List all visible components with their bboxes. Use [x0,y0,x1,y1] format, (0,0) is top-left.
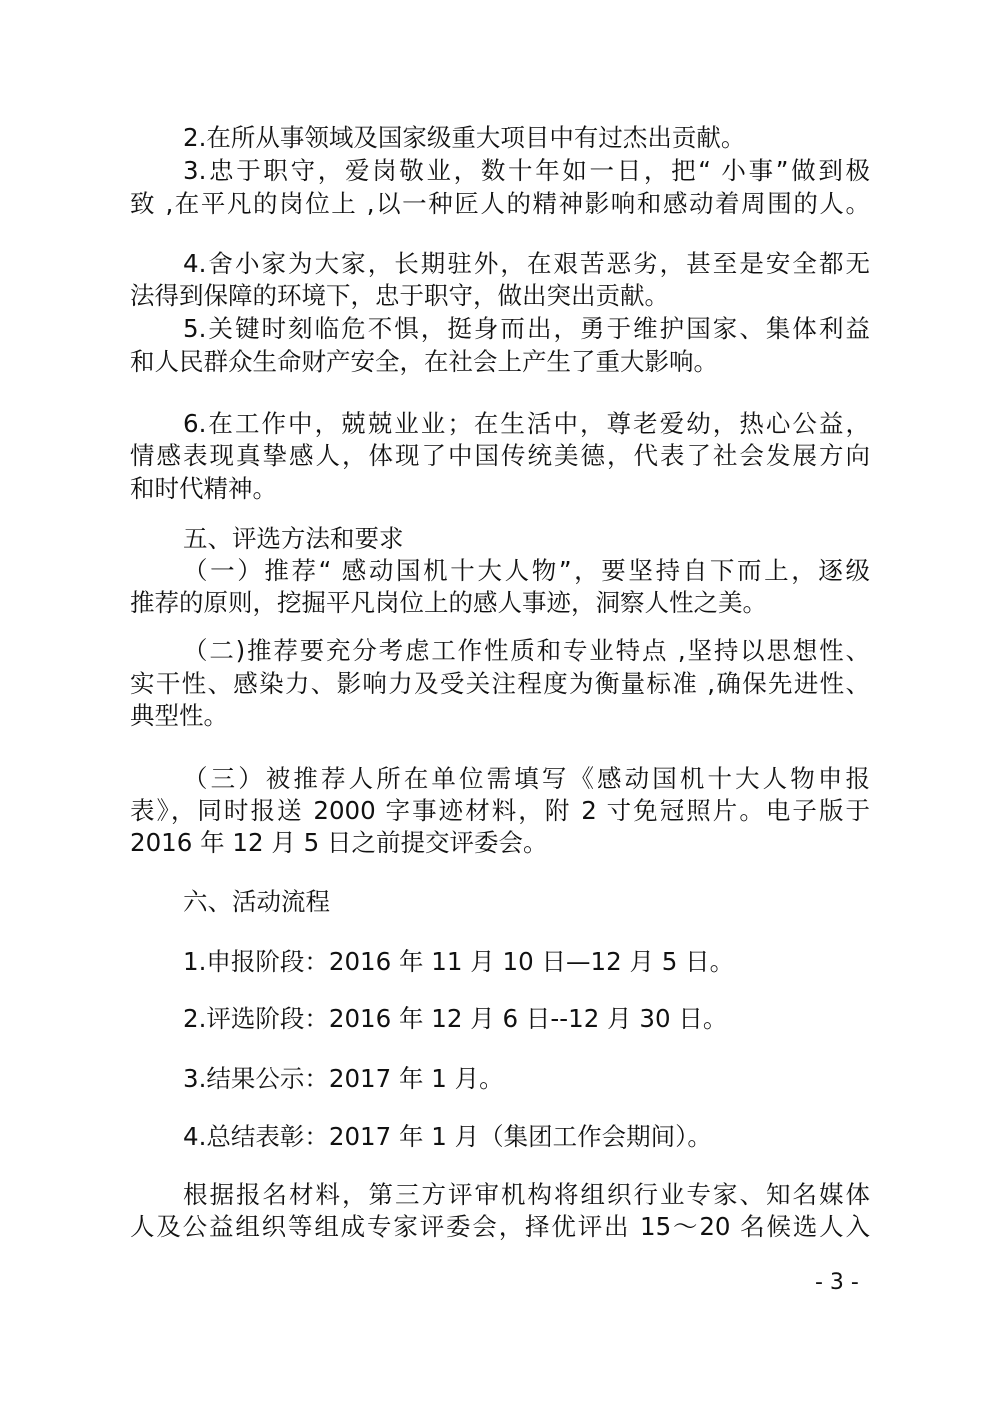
text-line: 2016 年 12 月 5 日之前提交评委会。 [130,828,548,857]
text-line: 典型性。 [130,701,228,730]
text-line: （三）被推荐人所在单位需填写《感动国机十大人物申报 [183,764,870,793]
text-line: （二)推荐要充分考虑工作性质和专业特点 ,坚持以思想性、 [183,636,870,665]
section-heading: 五、评选方法和要求 [183,524,404,553]
text-line: 表》，同时报送 2000 字事迹材料，附 2 寸免冠照片。电子版于 [130,796,870,825]
text-line: （一）推荐“ 感动国机十大人物”，要坚持自下而上，逐级 [183,556,870,585]
page-number: - 3 - [815,1270,859,1295]
text-line: 2.评选阶段：2016 年 12 月 6 日--12 月 30 日。 [183,1004,728,1033]
text-line: 5.关键时刻临危不惧，挺身而出，勇于维护国家、集体利益 [183,314,870,343]
text-line: 6.在工作中，兢兢业业；在生活中，尊老爱幼，热心公益， [183,409,870,438]
text-line: 法得到保障的环境下，忠于职守，做出突出贡献。 [130,281,669,310]
text-line: 3.忠于职守，爱岗敬业，数十年如一日，把“ 小事”做到极 [183,156,870,185]
text-line: 根据报名材料，第三方评审机构将组织行业专家、知名媒体 [183,1180,870,1209]
text-line: 3.结果公示：2017 年 1 月。 [183,1064,504,1093]
text-line: 2.在所从事领域及国家级重大项目中有过杰出贡献。 [183,123,746,152]
text-line: 和时代精神。 [130,474,277,503]
text-line: 人及公益组织等组成专家评委会，择优评出 15～20 名候选人入 [130,1212,870,1241]
text-line: 4.舍小家为大家，长期驻外，在艰苦恶劣，甚至是安全都无 [183,249,870,278]
text-line: 和人民群众生命财产安全，在社会上产生了重大影响。 [130,347,718,376]
text-line: 致 ,在平凡的岗位上 ,以一种匠人的精神影响和感动着周围的人。 [130,189,870,218]
text-line: 推荐的原则，挖掘平凡岗位上的感人事迹，洞察人性之美。 [130,588,767,617]
text-line: 情感表现真挚感人，体现了中国传统美德，代表了社会发展方向 [130,441,870,470]
text-line: 实干性、感染力、影响力及受关注程度为衡量标准 ,确保先进性、 [130,669,870,698]
text-line: 1.申报阶段：2016 年 11 月 10 日—12 月 5 日。 [183,947,735,976]
section-heading: 六、活动流程 [183,887,330,916]
text-line: 4.总结表彰：2017 年 1 月（集团工作会期间）。 [183,1122,712,1151]
